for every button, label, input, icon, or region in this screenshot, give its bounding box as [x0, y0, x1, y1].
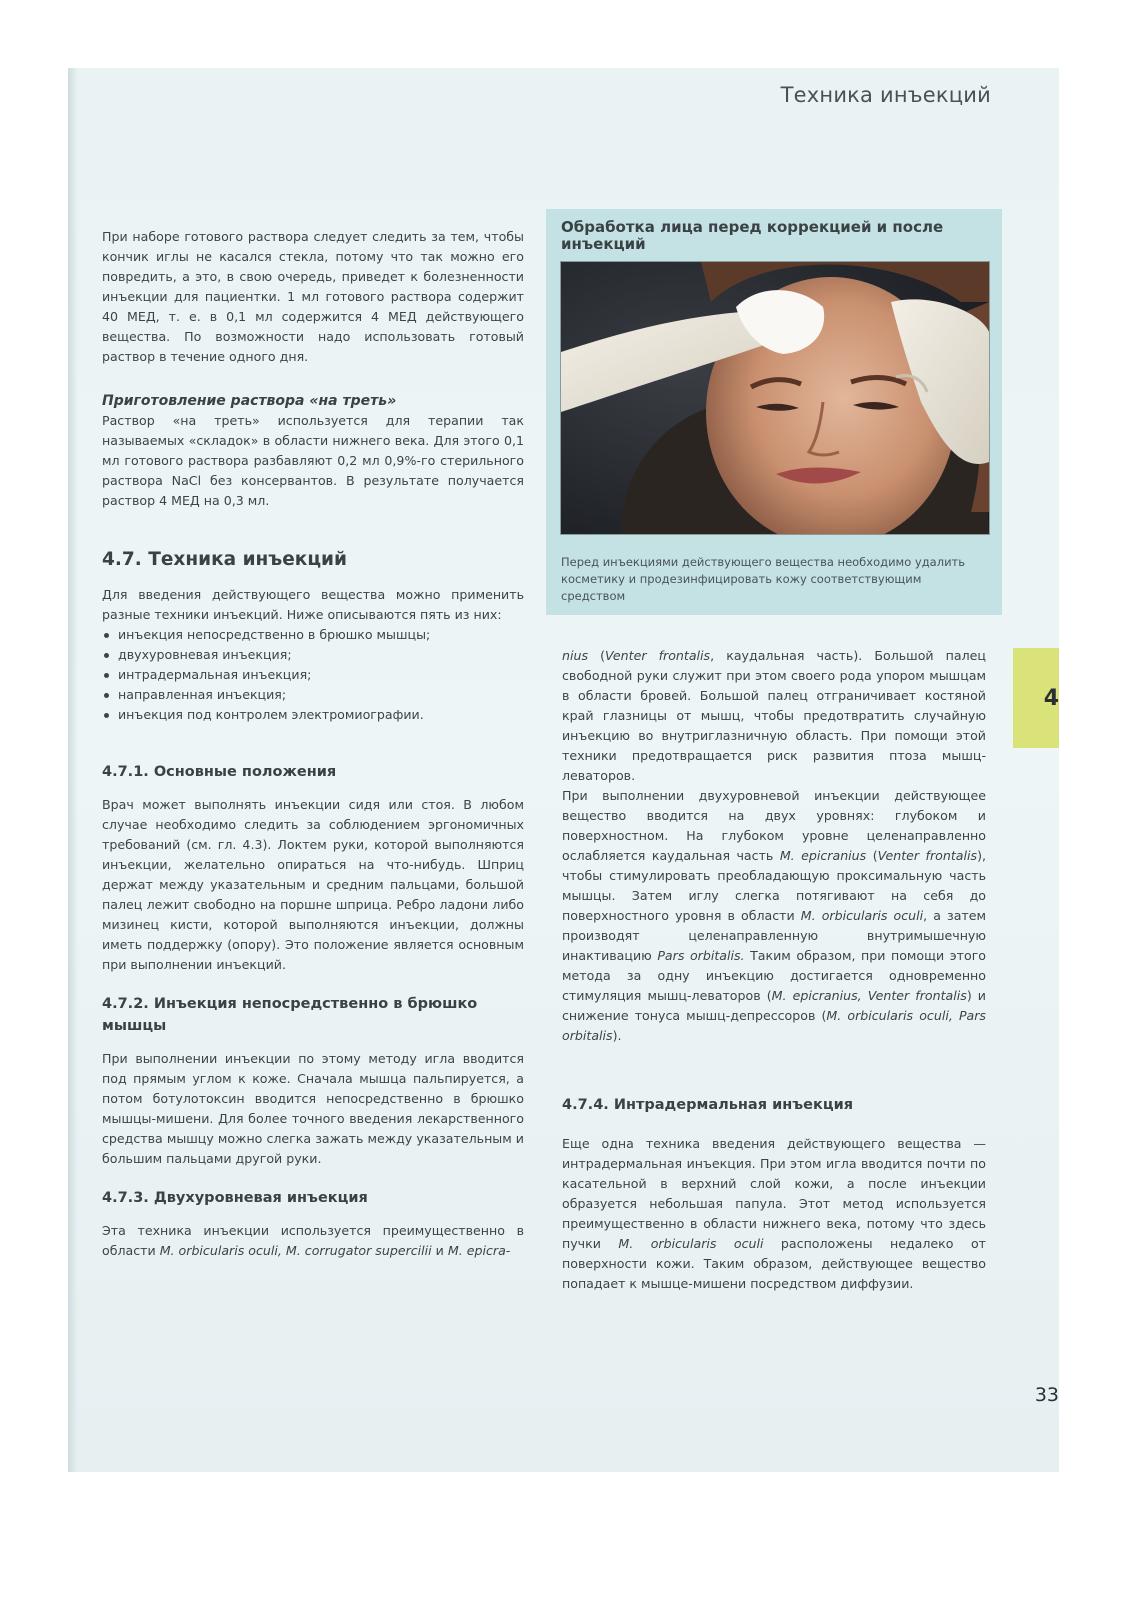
- techniques-list: [102, 625, 524, 725]
- page-number: 33: [1034, 1384, 1059, 1406]
- book-page: [68, 68, 1059, 1472]
- list-item: направленная инъекция;: [102, 685, 524, 705]
- left-column: [102, 227, 524, 1261]
- paragraph-basic-positions: Врач может выполнять инъекции сидя или стоя. В любом случае необходимо следить за соблюдением эргономичных требований (см. гл. 4.3). Локтем руки, которой выполняются инъекции, желательно опираться на что-нибудь. Шприц держат между указательным и средним пальцами, большой палец лежит свободно на поршне шприца. Ребро ладони либо мизинец кисти, которой выполняются инъекции, должны иметь поддержку (опору). Это положение является основным при выполнении инъекций.: [102, 797, 524, 972]
- paragraph-two-level-continued: nius (Venter frontalis, каудальная часть). Большой палец свободной руки служит при этом своего рода упором мышцам в области бровей. Большой палец отграничивает костяной край глазницы от мышц, чтобы предотвратить случайную инъекцию во внутриглазничную область. При помощи этой техники предотвращается риск развития птоза мышц-леваторов.: [562, 648, 986, 783]
- page-spine-shadow: [68, 68, 78, 1472]
- face-photo-illustration: [561, 262, 989, 534]
- paragraph-techniques-intro: Для введения действующего вещества можно применить разные техники инъекций. Ниже описываются пять из них:: [102, 587, 524, 622]
- chapter-tab-number: 4: [1043, 686, 1059, 711]
- info-box: [546, 209, 1002, 615]
- info-box-title: Обработка лица перед коррекцией и после инъекций: [561, 218, 944, 253]
- heading-third-solution: Приготовление раствора «на треть»: [102, 393, 397, 409]
- section-heading-4-7: 4.7. Техника инъекций: [102, 549, 347, 570]
- paragraph-direct-injection: При выполнении инъекции по этому методу игла вводится под прямым углом к коже. Сначала мышца пальпируется, а потом ботулотоксин вводится непосредственно в брюшко мышцы-мишени. Для более точного введения лекарственного средства мышцу можно слегка зажать между указательным и большим пальцами другой руки.: [102, 1051, 524, 1166]
- right-column: [562, 646, 986, 1294]
- list-item: двухуровневая инъекция;: [102, 645, 524, 665]
- subsection-heading-4-7-1: 4.7.1. Основные положения: [102, 764, 337, 780]
- running-head: Техника инъекций: [780, 83, 991, 107]
- list-item: интрадермальная инъекция;: [102, 665, 524, 685]
- list-item: инъекция непосредственно в брюшко мышцы;: [102, 625, 524, 645]
- face-treatment-photo: [560, 261, 990, 535]
- subsection-heading-4-7-2: 4.7.2. Инъекция непосредственно в брюшко мышцы: [102, 996, 478, 1034]
- paragraph-two-level-details: При выполнении двухуровневой инъекции действующее вещество вводится на двух уровнях: глубоком и поверхностном. На глубоком уровне целенаправленно ослабляется каудальная часть M. epicranius (Venter frontalis), чтобы стимулировать преобладающую проксимальную часть мышцы. Затем иглу слегка потягивают на себя до поверхностного уровня в области M. orbicularis oculi, а затем производят целенаправленную внутримышечную инактивацию Pars orbitalis. Таким образом, при помощи этого метода за одну инъекцию достигается одновременно стимуляция мышц-леваторов (M. epicranius, Venter frontalis) и снижение тонуса мышц-депрессоров (M. orbicularis oculi, Pars orbitalis).: [562, 788, 987, 1043]
- paragraph-two-level-start: Эта техника инъекции используется преимущественно в области M. orbicularis oculi, M. corrugator supercilii и M. epicra-: [102, 1223, 524, 1258]
- subsection-heading-4-7-4: 4.7.4. Интрадермальная инъекция: [562, 1097, 854, 1113]
- subsection-heading-4-7-3: 4.7.3. Двухуровневая инъекция: [102, 1190, 368, 1206]
- list-item: инъекция под контролем электромиографии.: [102, 705, 524, 725]
- paragraph-solution-handling: При наборе готового раствора следует следить за тем, чтобы кончик иглы не касался стекла, потому что так можно его повредить, а это, в свою очередь, приведет к болезненности инъекции для пациентки. 1 мл готового раствора содержит 40 МЕД, т. е. в 0,1 мл содержится 4 МЕД действующего вещества. По возможности надо использовать готовый раствор в течение одного дня.: [102, 229, 524, 364]
- paragraph-intradermal: Еще одна техника введения действующего вещества — интрадермальная инъекция. При этом игла вводится почти по касательной в верхний слой кожи, а после инъекции образуется небольшая папула. Этот метод используется преимущественно в области нижнего века, потому что здесь пучки M. orbicularis oculi расположены недалеко от поверхности кожи. Таким образом, действующее вещество попадает к мышце-мишени посредством диффузии.: [562, 1136, 986, 1291]
- paragraph-third-solution: Раствор «на треть» используется для терапии так называемых «складок» в области нижнего века. Для этого 0,1 мл готового раствора разбавляют 0,2 мл 0,9%-го стерильного раствора NaCl без консервантов. В результате получается раствор 4 МЕД на 0,3 мл.: [102, 413, 524, 508]
- info-box-caption: Перед инъекциями действующего вещества необходимо удалить косметику и продезинфицировать кожу соответствующим средством: [561, 555, 966, 603]
